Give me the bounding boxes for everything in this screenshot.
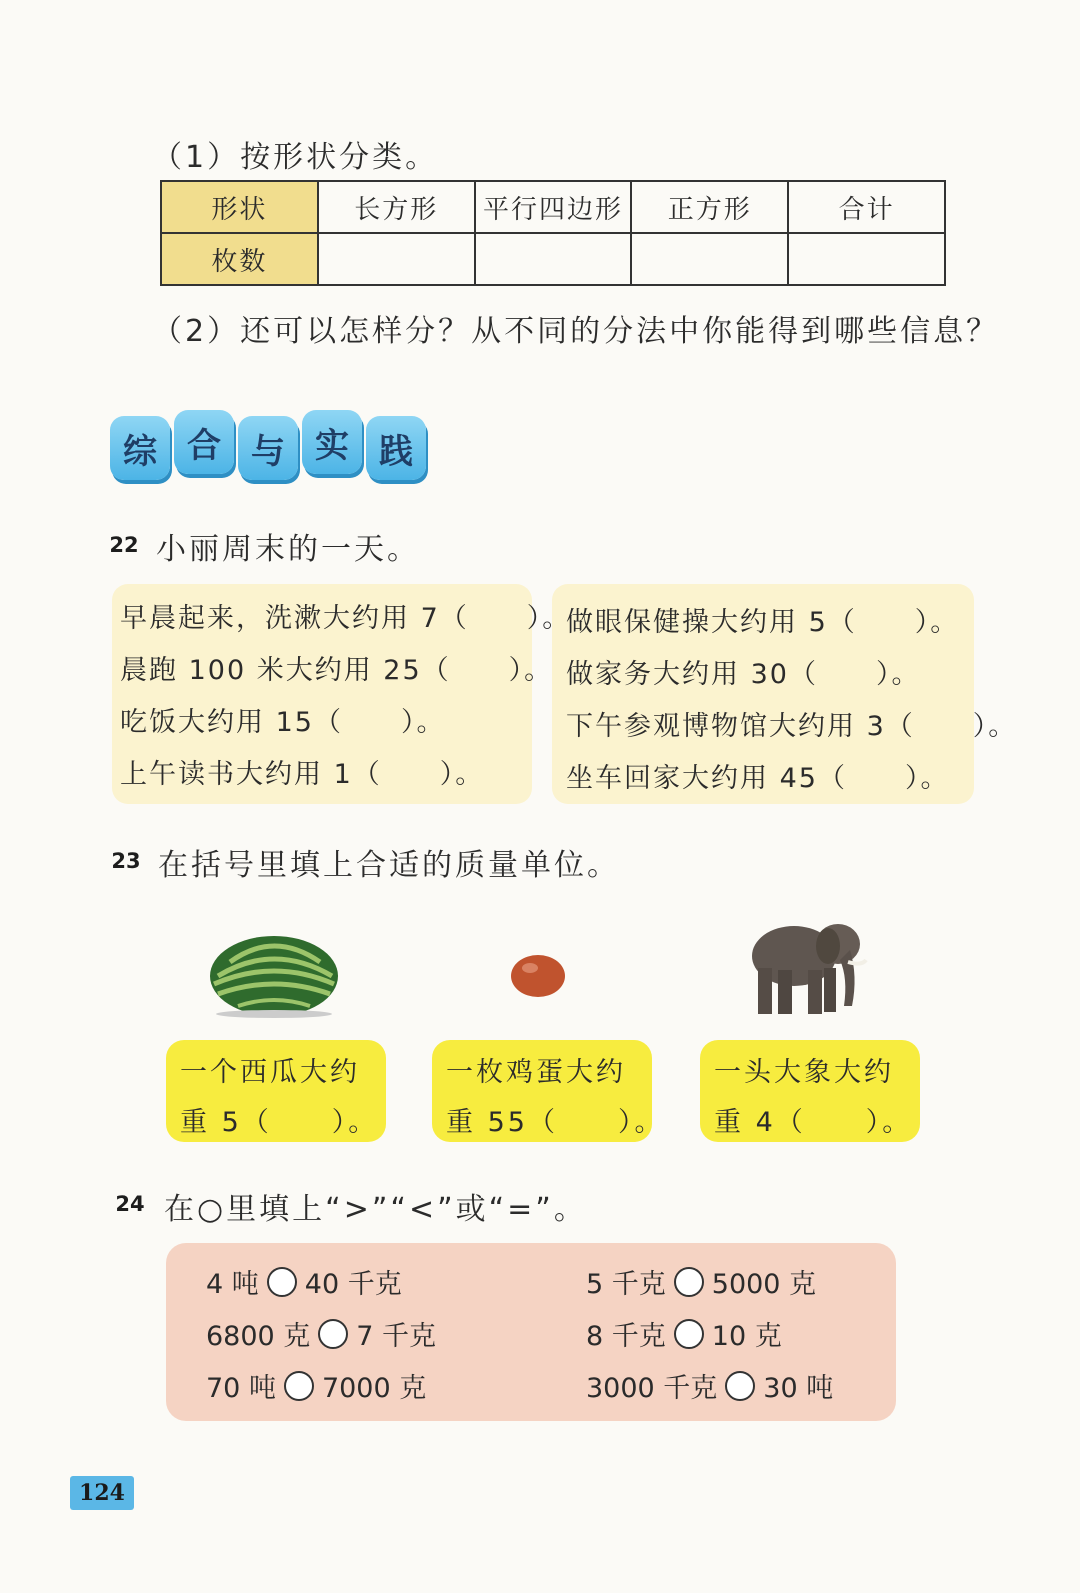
compare-right: 30 吨 [763, 1373, 834, 1404]
answer-circle[interactable] [267, 1267, 297, 1297]
answer-bubble [432, 1040, 665, 1142]
compare-right: 7 千克 [356, 1321, 437, 1352]
compare-left: 70 吨 [206, 1373, 276, 1404]
comparison-item [206, 1262, 402, 1301]
table-input-cell[interactable] [788, 233, 945, 285]
shape-count-table [160, 180, 946, 286]
page-number: 124 [70, 1476, 134, 1510]
question-number: 23 [111, 849, 141, 873]
table-cell: 长方形 [318, 181, 475, 233]
activity-line: 坐车回家大约用 45（ ）。 [566, 763, 950, 794]
watermelon-icon [204, 922, 340, 1018]
compare-left: 6800 克 [206, 1321, 311, 1352]
elephant-icon [744, 906, 870, 1018]
compare-right: 40 千克 [304, 1269, 402, 1300]
part1-label: （1）按形状分类。 [152, 140, 439, 175]
compare-left: 3000 千克 [586, 1373, 718, 1404]
answer-bubble [700, 1040, 920, 1142]
comparison-item [586, 1366, 833, 1405]
question-title: 在○里填上“>”“<”或“=”。 [164, 1192, 587, 1227]
table-cell: 正方形 [631, 181, 788, 233]
bubble-line: 一个西瓜大约 [180, 1057, 360, 1088]
compare-left: 4 吨 [206, 1269, 259, 1300]
comparison-item [206, 1314, 436, 1353]
table-row [161, 181, 945, 233]
activity-line: 做眼保健操大约用 5（ ）。 [566, 607, 960, 638]
activity-line: 早晨起来，洗漱大约用 7（ ）。 [120, 603, 572, 634]
egg-icon [508, 952, 568, 1000]
compare-left: 5 千克 [586, 1269, 666, 1300]
banner-tile: 综 [110, 416, 170, 480]
answer-circle[interactable] [725, 1371, 755, 1401]
bubble-line: 重 5（ ）。 [180, 1107, 379, 1138]
answer-circle[interactable] [318, 1319, 348, 1349]
table-header-cell: 形状 [161, 181, 318, 233]
banner-tile: 合 [174, 410, 234, 474]
bubble-line: 重 55（ ）。 [446, 1107, 665, 1138]
table-input-cell[interactable] [631, 233, 788, 285]
answer-circle[interactable] [284, 1371, 314, 1401]
table-input-cell[interactable] [475, 233, 632, 285]
bubble-line: 一头大象大约 [714, 1057, 894, 1088]
comparison-item [206, 1366, 426, 1405]
answer-circle[interactable] [674, 1267, 704, 1297]
bubble-line: 一枚鸡蛋大约 [446, 1057, 626, 1088]
banner-tile: 践 [366, 416, 426, 480]
question-title: 小丽周末的一天。 [156, 532, 420, 567]
comparison-item [586, 1262, 816, 1301]
table-cell: 合计 [788, 181, 945, 233]
table-cell: 平行四边形 [475, 181, 632, 233]
activity-line: 做家务大约用 30（ ）。 [566, 659, 921, 690]
compare-right: 5000 克 [711, 1269, 817, 1300]
compare-right: 7000 克 [321, 1373, 427, 1404]
answer-bubble [166, 1040, 386, 1142]
bubble-line: 重 4（ ）。 [714, 1107, 913, 1138]
part2-label: （2）还可以怎样分？从不同的分法中你能得到哪些信息？ [152, 314, 1000, 349]
section-banner [110, 410, 426, 484]
banner-tile: 与 [238, 416, 298, 480]
question-number: 24 [115, 1192, 145, 1216]
compare-left: 8 千克 [586, 1321, 666, 1352]
activity-line: 晨跑 100 米大约用 25（ ）。 [120, 655, 554, 686]
question-number: 22 [109, 533, 139, 557]
activity-line: 上午读书大约用 1（ ）。 [120, 759, 485, 790]
activity-line: 下午参观博物馆大约用 3（ ）。 [566, 711, 1018, 742]
activity-line: 吃饭大约用 15（ ）。 [120, 707, 446, 738]
question-title: 在括号里填上合适的质量单位。 [158, 848, 620, 883]
comparison-item [586, 1314, 782, 1353]
table-header-cell: 枚数 [161, 233, 318, 285]
table-row [161, 233, 945, 285]
banner-tile: 实 [302, 410, 362, 474]
answer-circle[interactable] [674, 1319, 704, 1349]
table-input-cell[interactable] [318, 233, 475, 285]
compare-right: 10 克 [711, 1321, 782, 1352]
